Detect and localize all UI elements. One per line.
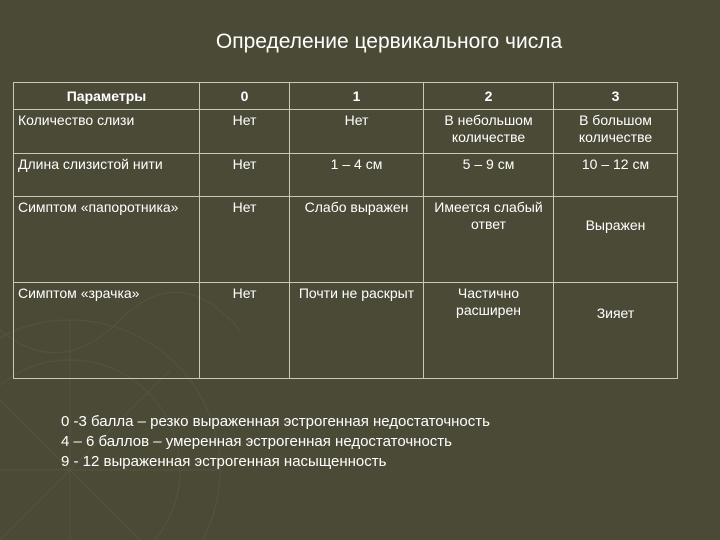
cell-score-1: Нет — [290, 110, 424, 154]
header-score-3: 3 — [554, 83, 678, 110]
cell-score-2: Частично расширен — [424, 283, 554, 379]
table-row — [14, 110, 678, 154]
header-score-0: 0 — [200, 83, 290, 110]
note-line: 4 – 6 баллов – умеренная эстрогенная недостаточность — [61, 433, 452, 450]
cell-score-1: Слабо выражен — [290, 197, 424, 283]
note-line: 9 - 12 выраженная эстрогенная насыщенность — [61, 453, 387, 470]
cell-score-0: Нет — [200, 283, 290, 379]
scoring-notes — [61, 412, 490, 472]
table-header-row — [14, 83, 678, 110]
cervical-score-table — [13, 82, 678, 379]
cell-score-0: Нет — [200, 154, 290, 197]
cell-score-2: 5 – 9 см — [424, 154, 554, 197]
page-title: Определение цервикального числа — [215, 30, 563, 53]
row-param: Длина слизистой нити — [14, 154, 200, 197]
cell-score-1: 1 – 4 см — [290, 154, 424, 197]
row-param: Симптом «папоротника» — [14, 197, 200, 283]
cell-score-1: Почти не раскрыт — [290, 283, 424, 379]
cell-score-0: Нет — [200, 110, 290, 154]
cell-score-3: В большом количестве — [554, 110, 678, 154]
row-param: Симптом «зрачка» — [14, 283, 200, 379]
cell-score-3: 10 – 12 см — [554, 154, 678, 197]
cell-score-2: В небольшом количестве — [424, 110, 554, 154]
header-score-1: 1 — [290, 83, 424, 110]
header-parameters: Параметры — [14, 83, 200, 110]
table-row — [14, 197, 678, 283]
cell-score-3: Зияет — [596, 305, 635, 321]
note-line: 0 -3 балла – резко выраженная эстрогенная недостаточность — [61, 413, 490, 430]
cell-score-2: Имеется слабый ответ — [424, 197, 554, 283]
row-param: Количество слизи — [14, 110, 200, 154]
cell-score-3: Выражен — [585, 217, 646, 233]
table-row — [14, 154, 678, 197]
cell-score-0: Нет — [200, 197, 290, 283]
header-score-2: 2 — [424, 83, 554, 110]
table-row — [14, 283, 678, 379]
